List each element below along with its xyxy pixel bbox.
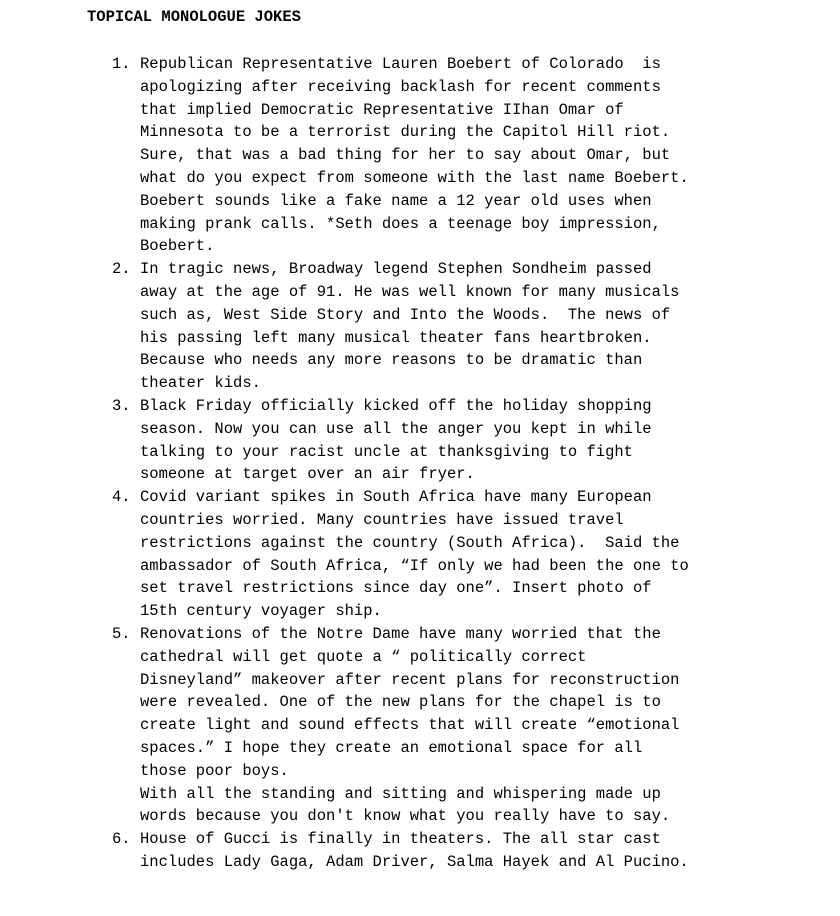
joke-text (140, 395, 689, 486)
joke-list (0, 53, 689, 874)
joke-line: cathedral will get quote a “ politically correct (140, 647, 587, 666)
joke-line: Boebert. (140, 237, 215, 256)
joke-line: spaces.” I hope they create an emotional space for all (140, 738, 643, 757)
joke-line: Disneyland” makeover after recent plans for reconstruction (140, 670, 680, 689)
joke-item (0, 486, 689, 623)
joke-text (140, 53, 689, 258)
joke-line: create light and sound effects that will create “emotional (140, 716, 680, 735)
joke-item (0, 53, 689, 258)
joke-line: away at the age of 91. He was well known for many musicals (140, 282, 680, 301)
joke-number: 6. (112, 830, 131, 849)
joke-line: those poor boys. (140, 761, 289, 780)
joke-number: 2. (112, 260, 131, 279)
joke-line: that implied Democratic Representative IIhan Omar of (140, 100, 624, 119)
joke-line: ambassador of South Africa, “If only we had been the one to (140, 556, 689, 575)
joke-line: Sure, that was a bad thing for her to say about Omar, but (140, 146, 671, 165)
joke-line: 15th century voyager ship. (140, 602, 382, 621)
joke-text (140, 623, 689, 828)
joke-line: words because you don't know what you really have to say. (140, 807, 671, 826)
joke-line: restrictions against the country (South Africa). Said the (140, 533, 680, 552)
joke-number: 3. (112, 396, 131, 415)
joke-line: theater kids. (140, 374, 261, 393)
joke-number: 5. (112, 624, 131, 643)
joke-text (140, 258, 689, 395)
joke-line: Black Friday officially kicked off the holiday shopping (140, 396, 652, 415)
joke-line: includes Lady Gaga, Adam Driver, Salma Hayek and Al Pucino. (140, 852, 689, 871)
joke-line: With all the standing and sitting and whispering made up (140, 784, 661, 803)
joke-line: season. Now you can use all the anger you kept in while (140, 419, 652, 438)
joke-line: were revealed. One of the new plans for the chapel is to (140, 693, 661, 712)
joke-line: what do you expect from someone with the last name Boebert. (140, 168, 689, 187)
joke-text (140, 486, 689, 623)
joke-line: Republican Representative Lauren Boebert of Colorado is (140, 55, 661, 73)
joke-line: talking to your racist uncle at thanksgiving to fight (140, 442, 633, 461)
joke-text (140, 828, 689, 874)
joke-line: Boebert sounds like a fake name a 12 year old uses when (140, 191, 652, 210)
joke-line: Because who needs any more reasons to be dramatic than (140, 351, 643, 370)
joke-line: set travel restrictions since day one”. Insert photo of (140, 579, 652, 598)
joke-line: In tragic news, Broadway legend Stephen Sondheim passed (140, 260, 652, 279)
joke-line: making prank calls. *Seth does a teenage boy impression, (140, 214, 661, 233)
joke-line: Renovations of the Notre Dame have many worried that the (140, 624, 661, 643)
joke-line: Minnesota to be a terrorist during the Capitol Hill riot. (140, 123, 671, 142)
joke-item (0, 828, 689, 874)
joke-number: 1. (112, 55, 131, 73)
joke-line: Covid variant spikes in South Africa have many European (140, 488, 652, 507)
joke-item (0, 623, 689, 828)
joke-line: someone at target over an air fryer. (140, 465, 475, 484)
joke-number: 4. (112, 488, 131, 507)
joke-line: House of Gucci is finally in theaters. The all star cast (140, 830, 661, 849)
joke-line: such as, West Side Story and Into the Woods. The news of (140, 305, 671, 324)
document-title: TOPICAL MONOLOGUE JOKES (87, 8, 301, 26)
joke-line: countries worried. Many countries have issued travel (140, 510, 624, 529)
joke-item (0, 395, 689, 486)
joke-line: his passing left many musical theater fans heartbroken. (140, 328, 652, 347)
joke-line: apologizing after receiving backlash for recent comments (140, 77, 661, 96)
joke-item (0, 258, 689, 395)
